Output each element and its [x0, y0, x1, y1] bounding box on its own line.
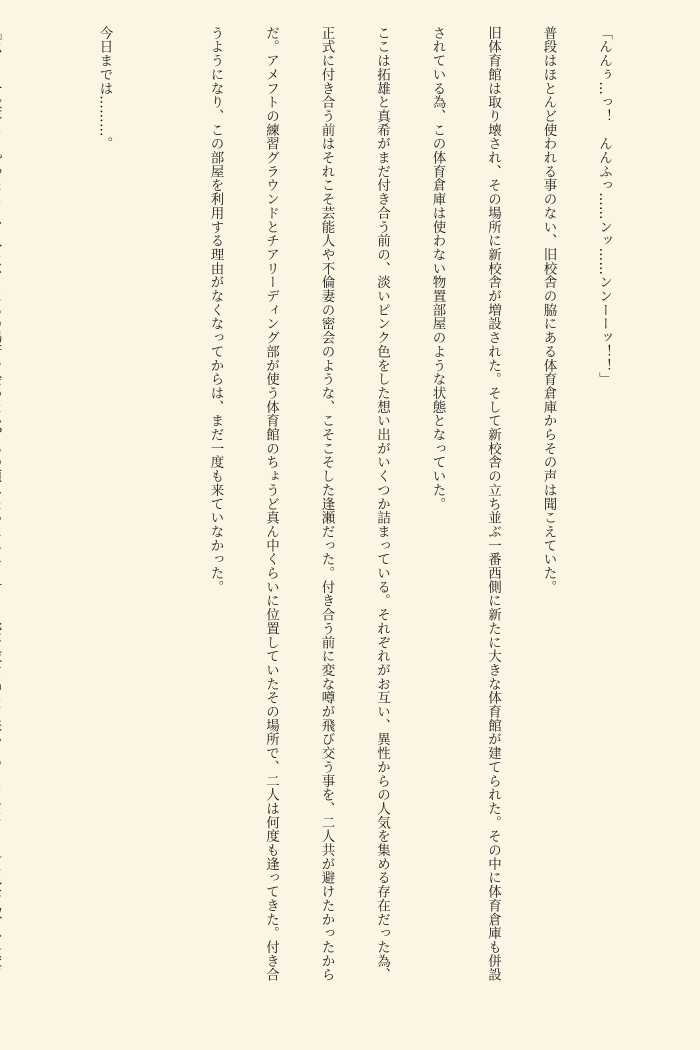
- blank-line: [40, 26, 59, 1026]
- text-line: されている為、この体育倉庫は使わない物置部屋のような状態となっていた。: [429, 26, 446, 511]
- text-line: ここは拓雄と真希がまだ付き合う前の、淡いピンク色をした想い出がいくつか詰まっている。それぞれがお互い、異性からの人気を集める存在だった為、: [374, 26, 390, 982]
- text-line: 「んんぅ…っ！ んんふっ……ンッ……ンンーーッ！！」: [596, 26, 612, 387]
- blank-line: [151, 26, 170, 1026]
- text-line: 旧体育館は取り壊され、その場所に新校舎が増設された。そして新校舎の立ち並ぶ一番西側に新たに大きな体育館が建てられた。その中に体育倉庫も併設: [485, 26, 501, 982]
- text-line: うようになり、この部屋を利用する理由がなくなってからは、まだ一度も来ていなかった。: [207, 26, 224, 594]
- text-line: 普段はほとんど使われる事のない、旧校舎の脇にある体育倉庫からその声は聞こえていた。: [540, 26, 557, 594]
- text-line: 正式に付き合う前はそれこそ芸能人や不倫妻の密会のような、こそこそした逢瀬だった。付き合う前に変な噂が飛び交う事を、二人共が避けたかったから: [318, 26, 335, 982]
- text-line: だ。アメフトの練習グラウンドとチアリーディング部が使う体育館のちょうど真ん中くらいに位置していたその場所で、二人は何度も逢ってきた。付き合: [263, 26, 279, 982]
- text-line: [0, 26, 3, 1026]
- vertical-text-block: [0, 26, 650, 1026]
- text-line: 今日までは………。: [96, 26, 113, 151]
